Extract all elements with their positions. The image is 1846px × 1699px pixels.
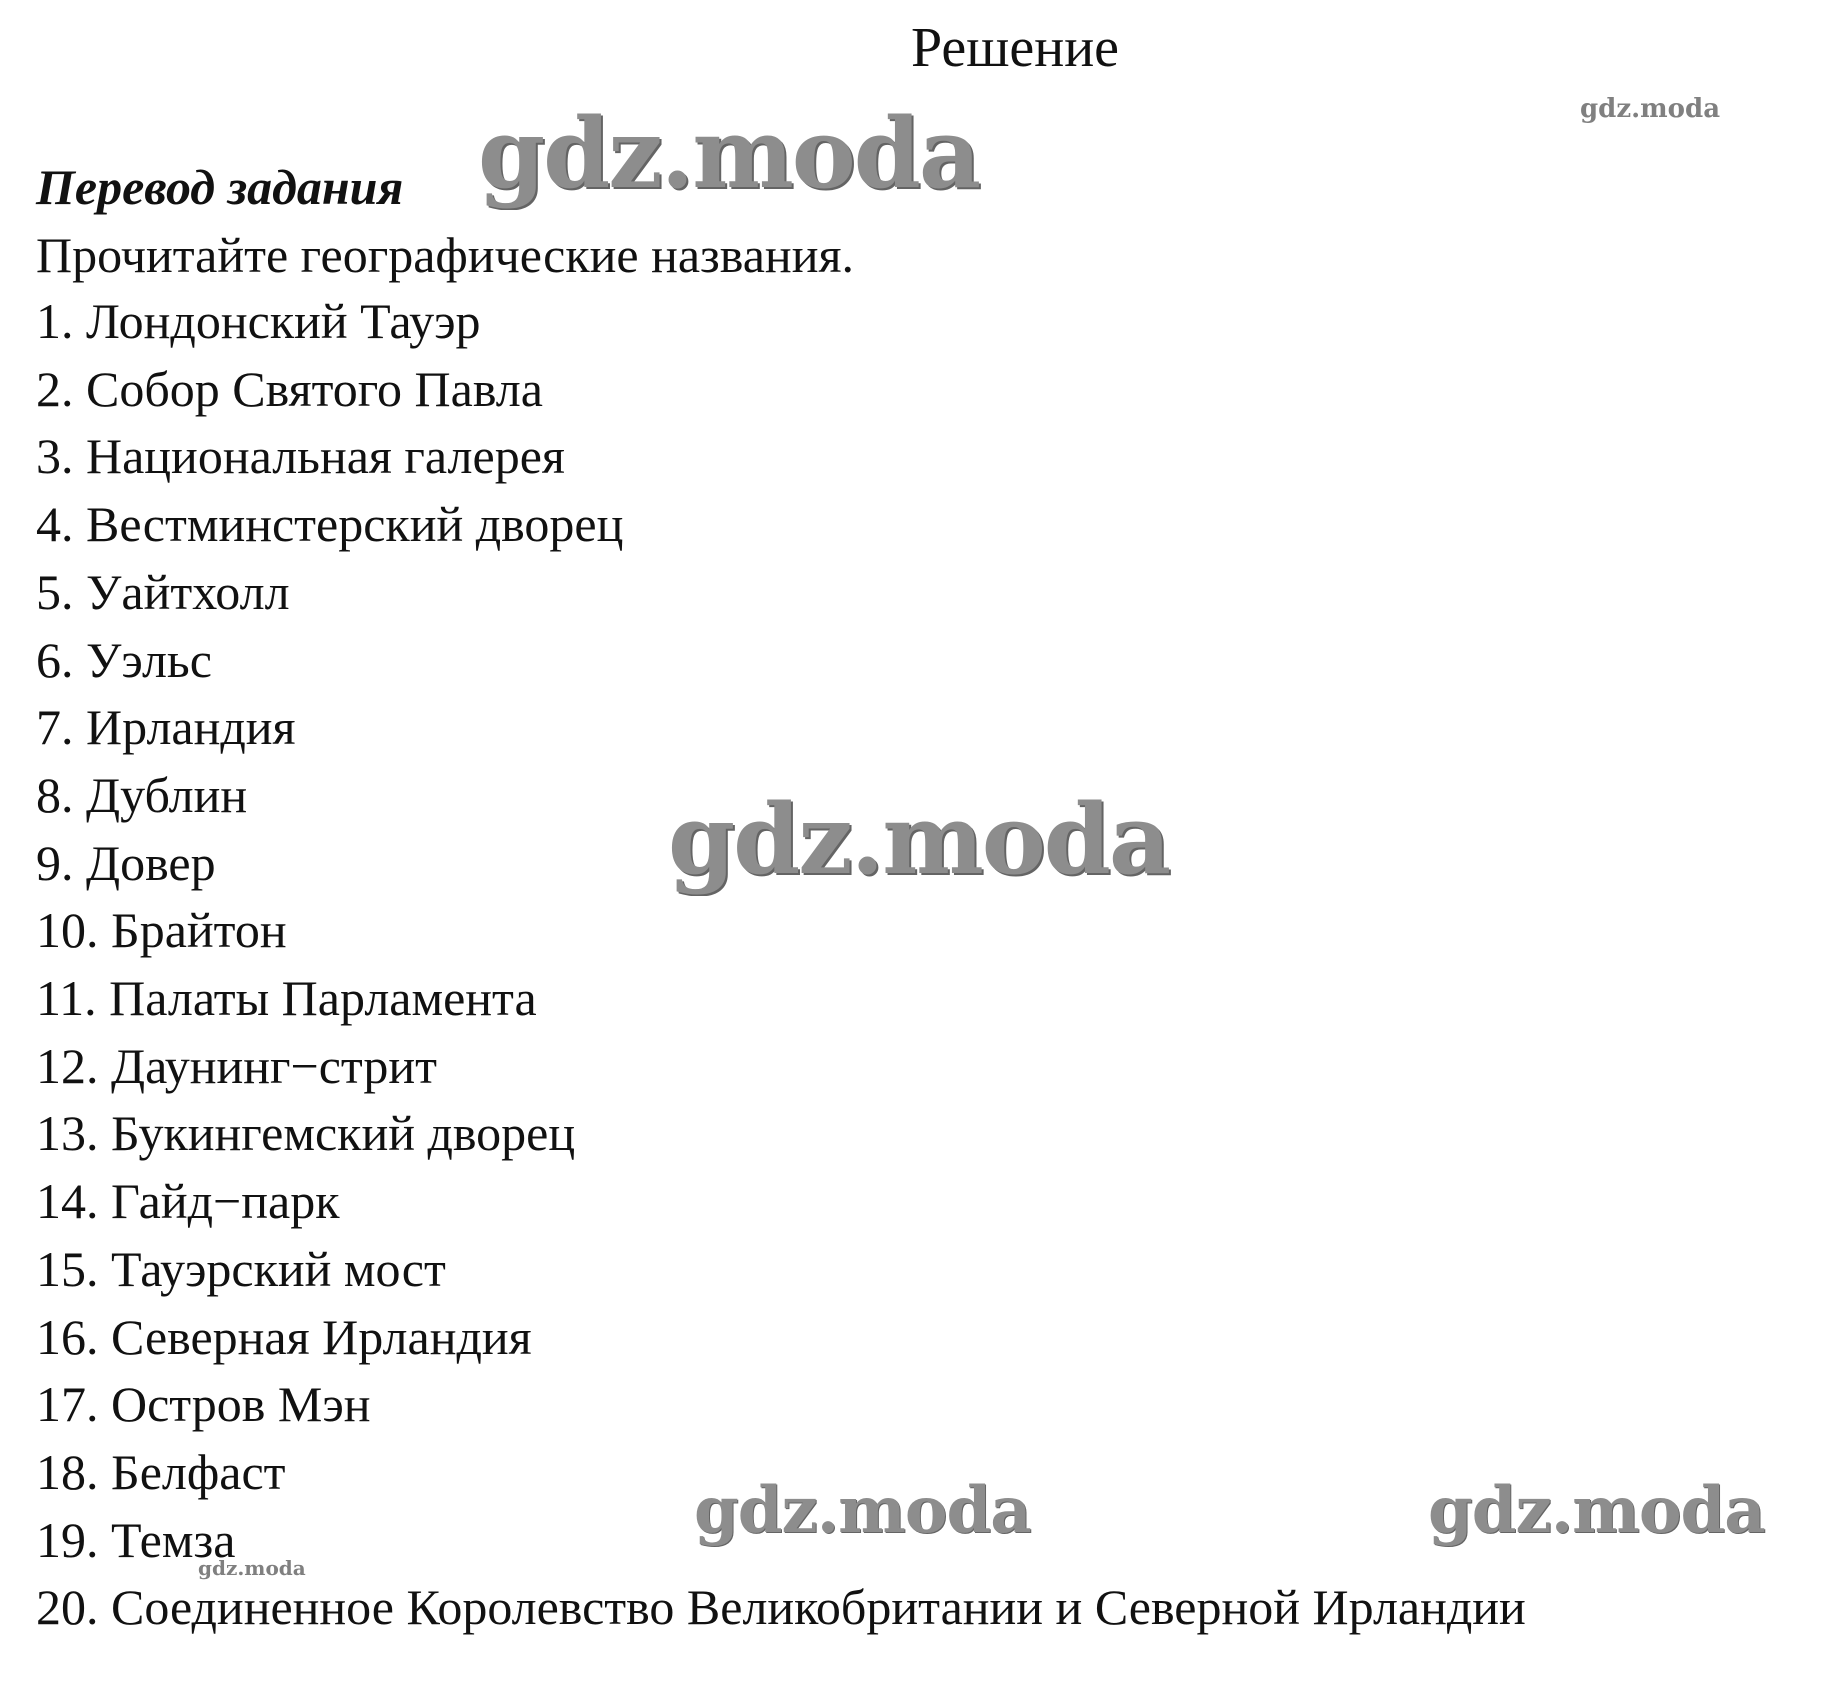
list-item: 6. Уэльс: [36, 631, 212, 688]
list-item: 8. Дублин: [36, 766, 248, 823]
list-item: 11. Палаты Парламента: [36, 970, 537, 1027]
place-names-list: [36, 288, 1526, 1642]
watermark-middle: gdz.moda: [668, 783, 1170, 896]
list-item: 13. Букингемский дворец: [36, 1105, 576, 1162]
list-item: 5. Уайтхолл: [36, 563, 290, 620]
list-item: 4. Вестминстерский дворец: [36, 496, 624, 553]
list-item: 15. Тауэрский мост: [36, 1240, 446, 1297]
task-instruction: Прочитайте географические названия.: [36, 227, 854, 283]
watermark-bottom-right: gdz.moda: [1428, 1473, 1765, 1548]
watermark-bottom-left: gdz.moda: [694, 1473, 1031, 1548]
page-heading: Решение: [910, 17, 1120, 79]
watermark-bottom-tiny: gdz.moda: [198, 1556, 306, 1580]
list-item: 14. Гайд−парк: [36, 1173, 340, 1230]
list-item: 12. Даунинг−стрит: [36, 1037, 438, 1094]
list-item: 1. Лондонский Тауэр: [36, 293, 481, 349]
list-item: 2. Собор Святого Павла: [36, 360, 543, 417]
task-translation-title: Перевод задания: [36, 159, 404, 215]
list-item: 7. Ирландия: [36, 699, 296, 756]
list-item: 10. Брайтон: [36, 902, 287, 959]
watermark-top-right: gdz.moda: [1580, 94, 1721, 124]
watermark-top: gdz.moda: [478, 97, 980, 210]
list-item: 9. Довер: [36, 834, 216, 891]
list-item: 18. Белфаст: [36, 1443, 286, 1500]
list-item: 16. Северная Ирландия: [36, 1308, 532, 1365]
list-item: 17. Остров Мэн: [36, 1376, 371, 1433]
list-item: 3. Национальная галерея: [36, 428, 565, 485]
list-item: 19. Темза: [36, 1511, 236, 1568]
list-item: 20. Соединенное Королевство Великобритании и Северной Ирландии: [36, 1579, 1526, 1636]
